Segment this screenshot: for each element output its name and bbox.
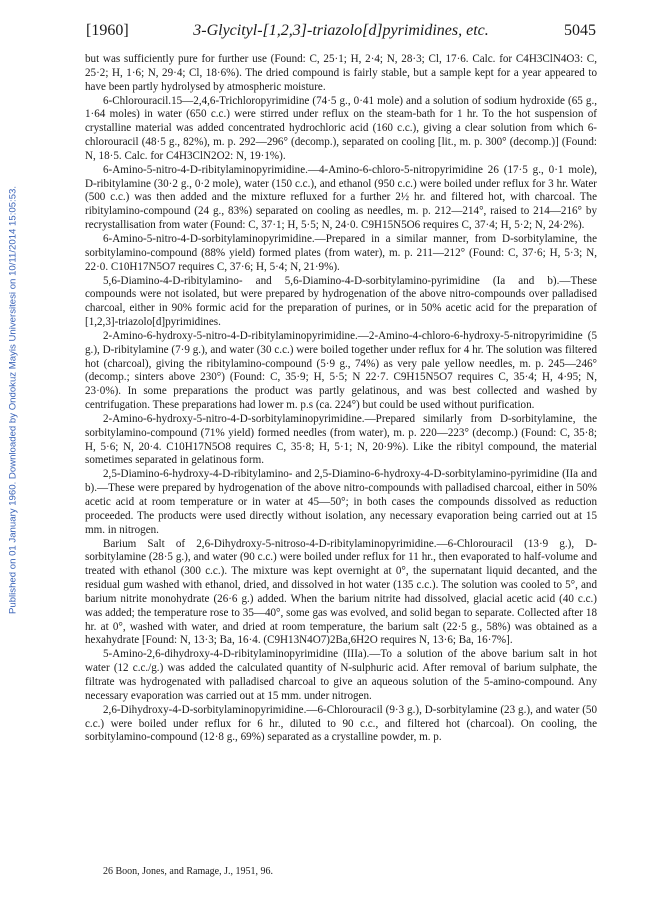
header-year: [1960] [86, 22, 129, 39]
running-header [86, 22, 596, 44]
paragraph: 2-Amino-6-hydroxy-5-nitro-4-D-sorbitylaminopyrimidine.—Prepared similarly from D-sorbitylamine, the sorbitylamino-compound (71% yield) formed needles (from water), m. p. 220—223° (decomp.) (Found: C, 35·8; H, 5·6; N, 20·4. C10H17N5O8 requires C, 35·8; H, 5·1; N, 20·9%). Like the ribityl compound, the material sometimes separated in gelatinous form. [85, 412, 597, 467]
download-sidebar-note[interactable] [6, 120, 20, 680]
footnote: 26 Boon, Jones, and Ramage, J., 1951, 96. [103, 866, 273, 877]
header-page-number: 5045 [564, 22, 596, 39]
sidebar-note-text[interactable]: Published on 01 January 1960. Downloaded by Ondokuz Mayis Universitesi on 10/11/2014 15:05:53. [7, 185, 19, 615]
paragraph: 6-Amino-5-nitro-4-D-sorbitylaminopyrimidine.—Prepared in a similar manner, from D-sorbitylamine, the sorbitylamino-compound (88% yield) formed plates (from water), m. p. 211—212° (Found: C, 37·6; H, 5·3; N, 22·0. C10H17N5O7 requires C, 37·6; H, 5·4; N, 21·9%). [85, 232, 597, 273]
paragraph: 6-Chlorouracil.15—2,4,6-Trichloropyrimidine (74·5 g., 0·41 mole) and a solution of sodium hydroxide (65 g., 1·64 moles) in water (650 c.c.) were stirred under reflux on the steam-bath for 1 hr. To the hot suspension of crystalline material was added concentrated hydrochloric acid (160 c.c.), giving a clear solution from which 6-chlorouracil (48·5 g., 82%), m. p. 292—296° (decomp.), separated on cooling [lit., m. p. 300° (decomp.)] (Found: N, 18·5. Calc. for C4H3ClN2O2: N, 19·1%). [85, 94, 597, 162]
paragraph: 2-Amino-6-hydroxy-5-nitro-4-D-ribitylaminopyrimidine.—2-Amino-4-chloro-6-hydroxy-5-nitropyrimidine (5 g.), D-ribitylamine (7·9 g.), and water (30 c.c.) were boiled together under reflux for 4 hr. The solution was filtered hot (charcoal), giving the ribitylamino-compound (5·9 g., 74%) as very pale yellow needles, m. p. 245—246° (decomp.; sinters above 230°) (Found: C, 35·9; H, 5·5; N 22·7. C9H15N5O7 requires C, 35·4; H, 4·95; N, 23·0%). In some preparations the product was partly gelatinous, and was best collected and washed by centrifugation. These preparations had lower m. p.s (ca. 224°) but could be used without purification. [85, 329, 597, 412]
paragraph: 2,6-Dihydroxy-4-D-sorbitylaminopyrimidine.—6-Chlorouracil (9·3 g.), D-sorbitylamine (23 g.), and water (50 c.c.) were boiled under reflux for 6 hr., diluted to 90 c.c., and filtered hot (charcoal). On cooling, the sorbitylamino-compound (12·8 g., 69%) separated as a crystalline powder, m. p. [85, 703, 597, 744]
paragraph: 5-Amino-2,6-dihydroxy-4-D-ribitylaminopyrimidine (IIIa).—To a solution of the above barium salt in hot water (12 c.c./g.) was added the calculated quantity of N-sulphuric acid. After removal of barium sulphate, the filtrate was hydrogenated with palladised charcoal to give an aqueous solution of the 5-amino-compound. Any necessary evaporation was carried out at 15 mm. under nitrogen. [85, 648, 597, 702]
paragraph: 6-Amino-5-nitro-4-D-ribitylaminopyrimidine.—4-Amino-6-chloro-5-nitropyrimidine 26 (17·5 g., 0·1 mole), D-ribitylamine (30·2 g., 0·2 mole), water (150 c.c.), and ethanol (950 c.c.) were boiled under reflux for 3 hr. Water (500 c.c.) was then added and the mixture refluxed for a further 2½ hr. and filtered hot, with charcoal. The ribitylamino-compound (24 g., 83%) separated on cooling as needles, m. p. 212—214°, raised to 214—216° by recrystallisation from water (Found: C, 37·1; H, 5·5; N, 24·0. C9H15N5O6 requires C, 37·4; H, 5·2; N, 24·2%). [85, 163, 597, 232]
article-body [85, 53, 597, 745]
paragraph: Barium Salt of 2,6-Dihydroxy-5-nitroso-4-D-ribitylaminopyrimidine.—6-Chlorouracil (13·9 g.), D-sorbitylamine (28·5 g.), and water (90 c.c.) were boiled under reflux for 11 hr., then evaporated to half-volume and treated with ethanol (300 c.c.). The mixture was kept overnight at 0°, the supernatant liquid decanted, and the residual gum washed with ethanol, dried, and dissolved in hot water (135 c.c.). The solution was cooled to 5°, and barium nitrite monohydrate (26·6 g.) added. When the barium nitrite had dissolved, glacial acetic acid (40 c.c.) was added; the temperature rose to 35—40°, some gas was evolved, and solid began to separate. Collected after 18 hr. at 0°, washed with water, and dried at room temperature, the barium salt (22·5 g., 58%) was obtained as a hexahydrate [Found: N, 13·3; Ba, 16·4. (C9H13N4O7)2Ba,6H2O requires N, 13·6; Ba, 16·7%]. [85, 537, 597, 647]
paragraph: 5,6-Diamino-4-D-ribitylamino- and 5,6-Diamino-4-D-sorbitylamino-pyrimidine (Ia and b).—These compounds were not isolated, but were prepared by hydrogenation of the above nitro-compounds over palladised charcoal, either in 90% formic acid for the preparation of purines, or in 50% acetic acid for the preparation of [1,2,3]-triazolo[d]pyrimidines. [85, 274, 597, 329]
paragraph: but was sufficiently pure for further use (Found: C, 25·1; H, 2·4; N, 28·3; Cl, 17·6. Calc. for C4H3ClN4O3: C, 25·2; H, 1·6; N, 29·4; Cl, 18·6%). The dried compound is fairly stable, but a sample kept for a year appeared to have been partly hydrolysed by atmospheric moisture. [85, 53, 597, 93]
header-title: 3-Glycityl-[1,2,3]-triazolo[d]pyrimidines, etc. [193, 22, 489, 39]
paragraph: 2,5-Diamino-6-hydroxy-4-D-ribitylamino- and 2,5-Diamino-6-hydroxy-4-D-sorbitylamino-pyrimidine (IIa and b).—These were prepared by hydrogenation of the above nitro-compounds with palladised charcoal, either in 50% acetic acid at room temperature or in water at 45—50°; in both cases the compounds dissolved as reduction proceeded. The products were used directly without isolation, any necessary evaporation being carried out at 15 mm. in nitrogen. [85, 468, 597, 536]
